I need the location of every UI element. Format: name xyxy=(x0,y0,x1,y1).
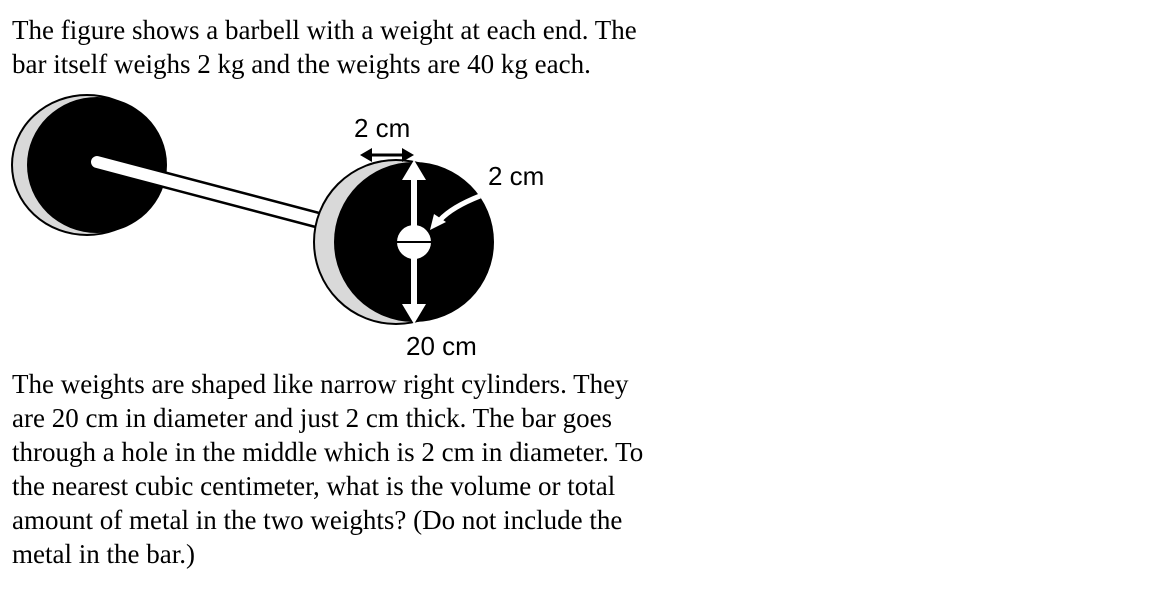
hole-diameter-label: 2 cm xyxy=(488,161,545,191)
problem-line: The weights are shaped like narrow right cylinders. They xyxy=(12,369,629,399)
intro-line: bar itself weighs 2 kg and the weights are 40 kg each. xyxy=(12,49,591,79)
problem-line: are 20 cm in diameter and just 2 cm thick. The bar goes xyxy=(12,403,613,433)
thickness-label: 2 cm xyxy=(354,113,411,143)
problem-paragraph xyxy=(12,367,757,571)
diameter-label: 20 cm xyxy=(406,331,477,361)
problem-line: metal in the bar.) xyxy=(12,539,195,569)
problem-line: amount of metal in the two weights? (Do not include the xyxy=(12,505,623,535)
intro-line: The figure shows a barbell with a weight at each end. The xyxy=(12,15,637,45)
problem-line: the nearest cubic centimeter, what is the volume or total xyxy=(12,471,616,501)
right-weight xyxy=(314,160,494,324)
problem-line: through a hole in the middle which is 2 cm in diameter. To xyxy=(12,437,644,467)
